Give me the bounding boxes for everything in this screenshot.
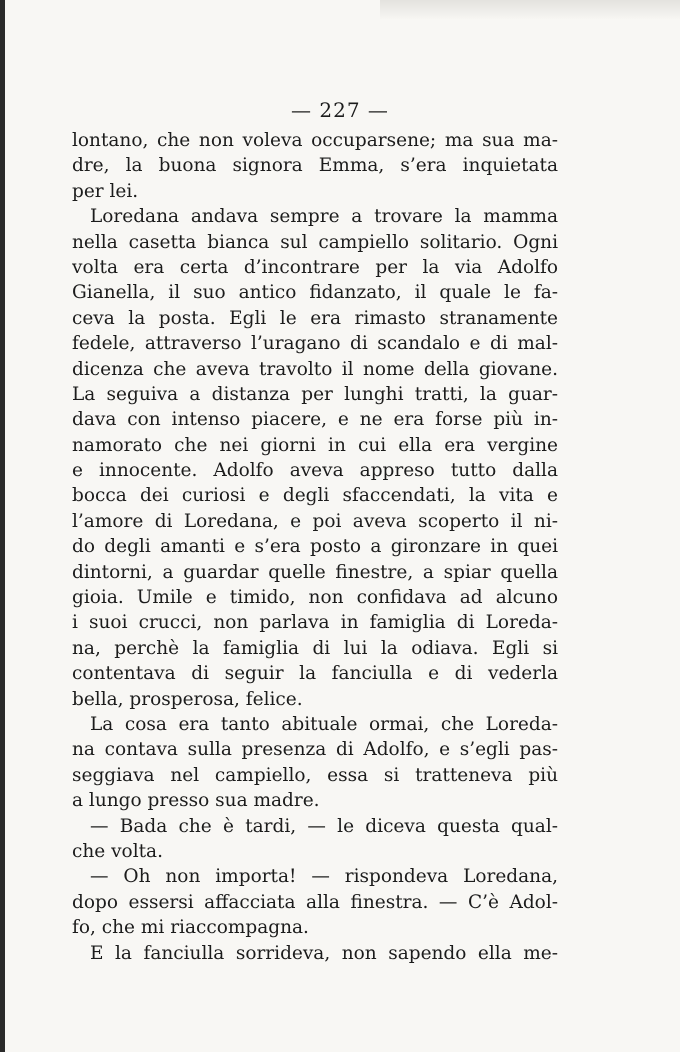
text-line: dintorni, a guardar quelle finestre, a spiar quella xyxy=(72,561,558,583)
text-line: Gianella, il suo antico fidanzato, il quale le fa- xyxy=(72,282,558,304)
text-line: che volta. xyxy=(72,840,163,862)
text-line: e innocente. Adolfo aveva appreso tutto dalla xyxy=(72,460,558,482)
text-line: dre, la buona signora Emma, s’era inquietata xyxy=(72,155,558,177)
text-line: bocca dei curiosi e degli sfaccendati, la vita e xyxy=(72,485,558,507)
text-line: ceva la posta. Egli le era rimasto stranamente xyxy=(72,307,558,329)
text-line: — Bada che è tardi, — le diceva questa qual- xyxy=(90,815,558,837)
text-line: dicenza che aveva travolto il nome della giovane. xyxy=(72,358,558,380)
page-number: — 227 — xyxy=(291,98,389,122)
text-line: E la fanciulla sorrideva, non sapendo ella me- xyxy=(90,942,558,964)
text-line: volta era certa d’incontrare per la via Adolfo xyxy=(72,256,558,278)
text-line: lontano, che non voleva occuparsene; ma sua ma- xyxy=(72,130,558,151)
text-line: La cosa era tanto abituale ormai, che Loreda- xyxy=(90,713,558,735)
text-line: i suoi crucci, non parlava in famiglia di Loreda- xyxy=(72,612,558,634)
text-line: na, perchè la famiglia di lui la odiava. Egli si xyxy=(72,637,558,659)
text-line: Loredana andava sempre a trovare la mamma xyxy=(90,206,558,228)
scan-shadow xyxy=(380,0,680,20)
text-line: dopo essersi affacciata alla finestra. — C’è Adol- xyxy=(72,891,558,913)
text-line: fo, che mi riaccompagna. xyxy=(72,917,309,939)
text-line: l’amore di Loredana, e poi aveva scoperto il ni- xyxy=(72,510,558,532)
text-line: gioia. Umile e timido, non confidava ad alcuno xyxy=(72,587,558,609)
text-line: — Oh non importa! — rispondeva Loredana, xyxy=(90,866,558,888)
text-line: a lungo presso sua madre. xyxy=(72,790,320,812)
text-line: contentava di seguir la fanciulla e di vederla xyxy=(72,663,558,685)
text-line: namorato che nei giorni in cui ella era vergine xyxy=(72,434,558,456)
text-line: na contava sulla presenza di Adolfo, e s’egli pas- xyxy=(72,739,558,761)
page-binding-edge xyxy=(0,0,5,1052)
text-line: nella casetta bianca sul campiello solitario. Ogni xyxy=(72,231,558,253)
text-line: do degli amanti e s’era posto a gironzare in quei xyxy=(72,536,558,558)
text-line: bella, prosperosa, felice. xyxy=(72,688,303,710)
body-text xyxy=(72,128,558,966)
text-line: fedele, attraverso l’uragano di scandalo e di mal- xyxy=(72,333,558,355)
text-line: seggiava nel campiello, essa si tratteneva più xyxy=(72,764,558,786)
text-line: dava con intenso piacere, e ne era forse più in- xyxy=(72,409,558,431)
text-line: La seguiva a distanza per lunghi tratti, la guar- xyxy=(72,383,558,405)
text-line: per lei. xyxy=(72,180,139,202)
